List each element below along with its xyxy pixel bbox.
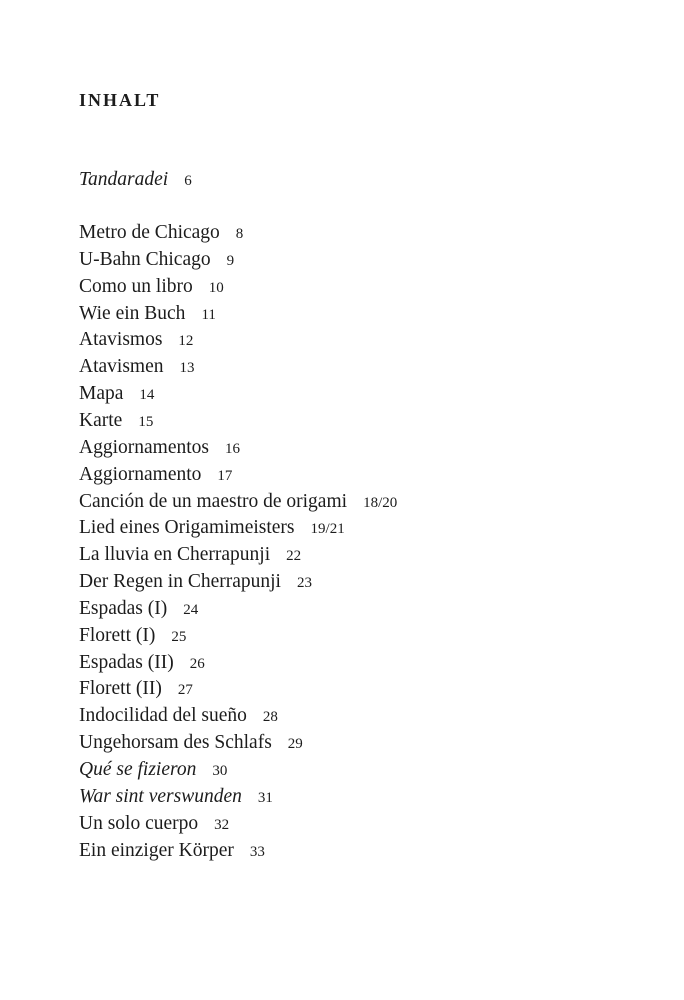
toc-entry-title: Atavismen [79,356,164,378]
toc-entry-title: Qué se fizieron [79,759,197,780]
toc-entry-page-number: 17 [217,467,233,484]
toc-entry-title: Ein einziger Körper [79,839,234,861]
toc-entry [79,167,192,194]
toc-entry-page-number: 15 [138,413,154,430]
toc-entry [79,462,232,489]
toc-entry-page-number: 9 [226,252,235,269]
toc-entry-title: Wie ein Buch [79,302,186,324]
toc-entry [79,676,193,703]
toc-entry [79,650,205,677]
toc-entry-title: Aggiornamentos [79,436,209,458]
toc-entry-title: U-Bahn Chicago [79,248,211,270]
contents-heading: INHALT [79,90,161,110]
toc-entry-page-number: 12 [178,333,194,350]
toc-entry-title: Metro de Chicago [79,222,220,243]
toc-entry-page-number: 10 [208,279,224,296]
toc-entry-title: Lied eines Origamimeisters [79,517,295,539]
toc-entry-title: War sint verswunden [79,785,242,807]
toc-entry-title: Florett (II) [79,678,162,700]
toc-entry [79,354,194,381]
toc-entry-title: Ungehorsam des Schlafs [79,732,272,754]
toc-entry-title: Canción de un maestro de origami [79,490,348,512]
toc-entry [79,569,312,596]
toc-entry [79,811,229,838]
toc-entry [79,489,397,516]
toc-entry [79,784,273,811]
toc-entry-title: Tandaradei [79,169,169,190]
toc-entry [79,408,153,435]
toc-entry-page-number: 23 [296,575,312,592]
toc-entry-page-number: 31 [257,789,273,806]
toc-entry-title: Karte [79,409,123,431]
toc-entry [79,274,224,301]
toc-entry-title: Indocilidad del sueño [79,705,247,727]
toc-entry-page-number: 18/20 [363,494,398,511]
toc-entry [79,730,303,757]
toc-entry-page-number: 6 [184,173,192,189]
toc-entry [79,247,234,274]
toc-entry-page-number: 29 [287,736,303,753]
toc-entry [79,220,243,247]
toc-entry-title: La lluvia en Cherrapunji [79,544,271,566]
toc-entry-page-number: 22 [286,548,302,565]
toc-entry-page-number: 13 [179,360,195,377]
toc-entry-title: Florett (I) [79,624,156,646]
toc-entry [79,327,193,354]
toc-entry-title: Espadas (II) [79,651,174,673]
toc-entry-page-number: 19/21 [310,521,345,538]
toc-entry-page-number: 30 [212,763,228,779]
toc-entry-title: Aggiornamento [79,463,202,485]
toc-entry-page-number: 24 [183,601,199,618]
toc-entry-page-number: 33 [249,843,265,860]
toc-entry [79,381,154,408]
toc-entry [79,596,198,623]
toc-entry-title: Un solo cuerpo [79,812,199,834]
toc-entry [79,757,227,784]
toc-entry-page-number: 14 [139,387,155,404]
toc-entry [79,435,240,462]
toc-entry-page-number: 11 [201,306,216,323]
toc-entry [79,838,265,865]
toc-entry-title: Como un libro [79,275,193,297]
toc-entry-page-number: 8 [235,226,244,242]
toc-entry-page-number: 28 [262,709,278,726]
toc-entry [79,623,186,650]
toc-entry-page-number: 32 [214,816,230,833]
toc-entry-title: Der Regen in Cherrapunji [79,571,281,593]
toc-entry-title: Espadas (I) [79,597,168,619]
toc-entry-title: Mapa [79,383,124,405]
toc-entry-page-number: 26 [189,655,205,672]
toc-entry-title: Atavismos [79,329,163,351]
toc-entry [79,703,278,730]
toc-entry-page-number: 16 [224,440,240,457]
toc-entry [79,515,345,542]
toc-entry-page-number: 25 [171,628,187,645]
toc-entry [79,301,216,328]
toc-entry-page-number: 27 [177,682,193,699]
toc-entry [79,542,301,569]
